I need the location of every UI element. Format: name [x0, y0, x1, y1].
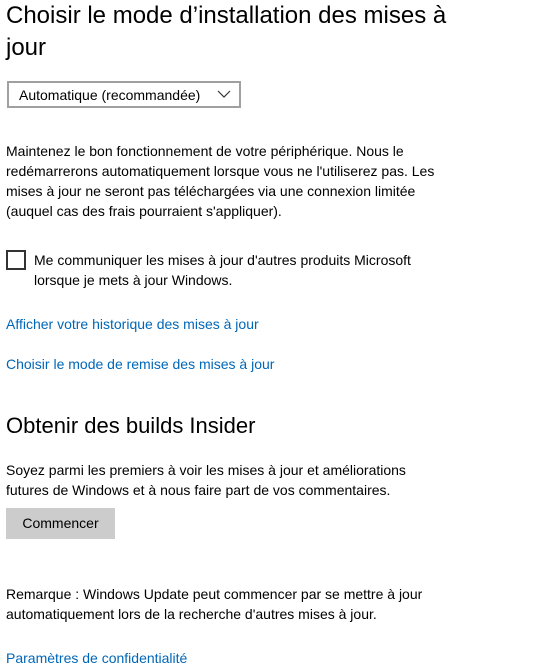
install-mode-dropdown[interactable] — [7, 81, 241, 108]
get-started-button[interactable]: Commencer — [6, 508, 115, 539]
chevron-down-icon — [217, 88, 231, 100]
insider-description: Soyez parmi les premiers à voir les mises à jour et améliorations futures de Windows et à nous faire part de vos commentaires. — [6, 462, 406, 498]
other-products-checkbox-label[interactable]: Me communiquer les mises à jour d'autres produits Microsoft lorsque je mets à jour Windows. — [34, 252, 411, 288]
insider-title: Obtenir des builds Insider — [6, 413, 256, 438]
install-mode-description: Maintenez le bon fonctionnement de votre périphérique. Nous le redémarrerons automatiquement lorsque vous ne l'utiliserez pas. Les mises à jour ne seront pas téléchargées via une connexion limitée (auquel cas des frais pourraient s'appliquer). — [6, 143, 435, 219]
update-history-link[interactable]: Afficher votre historique des mises à jour — [6, 316, 259, 332]
update-note: Remarque : Windows Update peut commencer par se mettre à jour automatiquement lors de la recherche d'autres mises à jour. — [6, 586, 423, 622]
install-mode-selected-value: Automatique (recommandée) — [19, 87, 201, 103]
delivery-optimization-link[interactable]: Choisir le mode de remise des mises à jour — [6, 356, 275, 372]
privacy-settings-link[interactable]: Paramètres de confidentialité — [6, 650, 188, 666]
other-products-checkbox[interactable] — [6, 250, 26, 270]
install-mode-title: Choisir le mode d’installation des mises à jour — [6, 2, 447, 61]
